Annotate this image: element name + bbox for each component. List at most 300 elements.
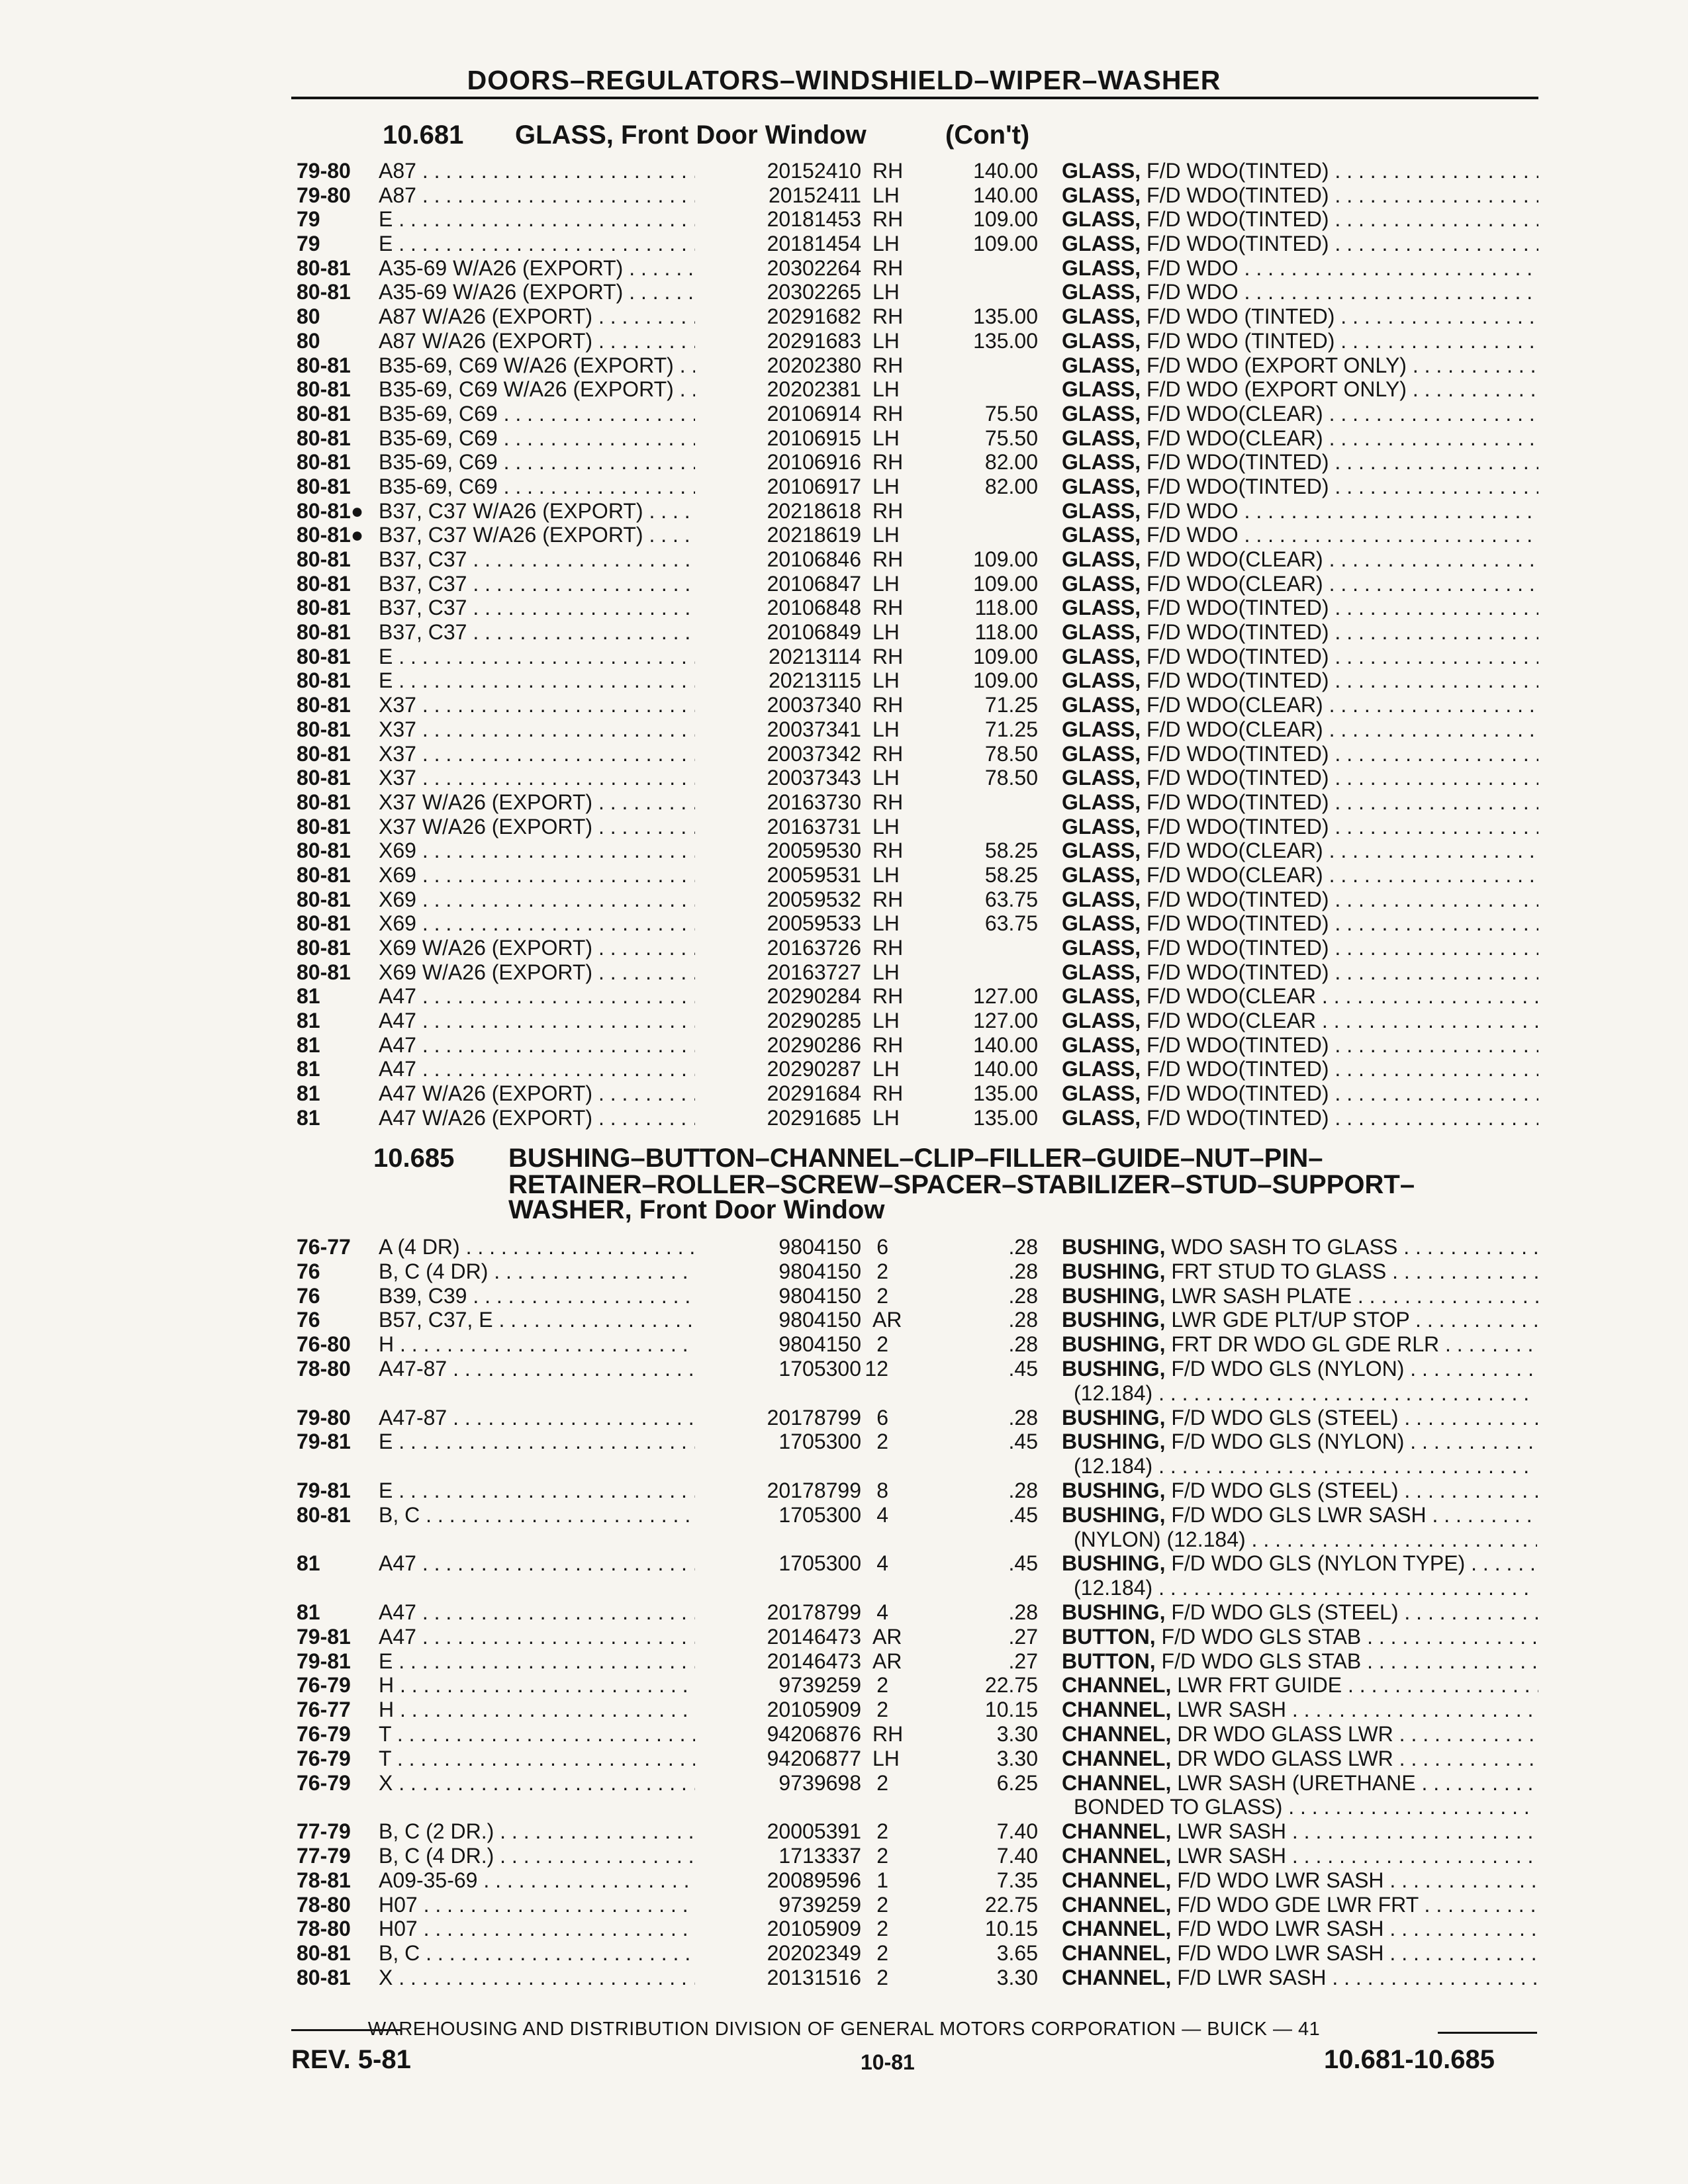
model-cell: X69 . . . [379, 911, 736, 936]
description-cell [1062, 280, 1538, 304]
description-cell [1062, 256, 1538, 281]
year-cell: 76-80 [297, 1332, 351, 1357]
quantity-cell: 2 [876, 1332, 888, 1357]
year-cell: 76-79 [297, 1746, 351, 1770]
price-cell: 140.00 [973, 159, 1038, 183]
table-row [0, 232, 1688, 256]
table-row [0, 1551, 1688, 1600]
description-text: LWR SASH PLATE [1165, 1283, 1352, 1308]
model-cell: A47 . . . [379, 1551, 736, 1576]
table-row [0, 402, 1688, 426]
price-cell: 10.15 [984, 1698, 1038, 1722]
description-cell [1062, 839, 1538, 863]
year-cell: 79-80 [297, 1405, 351, 1430]
part-number-cell: 20037343 [695, 766, 861, 790]
model-cell: T . . . [379, 1747, 736, 1771]
model-cell: H . . . [379, 1673, 736, 1698]
description-cell [1062, 1406, 1538, 1430]
table-row [0, 1106, 1688, 1130]
quantity-cell: LH [872, 1746, 900, 1770]
description-noun: CHANNEL, [1062, 1819, 1172, 1844]
description-cell [1062, 1259, 1538, 1284]
year-cell: 78-80 [297, 1356, 351, 1381]
model-cell: B, C . . . [379, 1941, 736, 1966]
quantity-cell: 4 [876, 1502, 888, 1527]
table-row [0, 1430, 1688, 1479]
description-text: F/D WDO(TINTED) [1141, 232, 1329, 256]
description-noun: BUSHING, [1062, 1259, 1166, 1283]
part-number-cell: 20106915 [695, 426, 861, 451]
year-cell: 80-81 [297, 668, 351, 693]
model-cell: B37, C37 . . . [379, 620, 736, 645]
table-row [0, 645, 1688, 669]
table-row [0, 1625, 1688, 1649]
model-cell: A47 . . . [379, 1625, 736, 1649]
description-noun: GLASS, [1062, 668, 1141, 693]
table-row [0, 377, 1688, 402]
description-cell [1062, 1009, 1538, 1033]
price-cell: 6.25 [996, 1770, 1038, 1795]
table-row [0, 839, 1688, 863]
part-number-cell: 9804150 [695, 1284, 861, 1308]
year-cell: 79-81 [297, 1478, 351, 1502]
description-noun: GLASS, [1062, 1105, 1141, 1130]
description-noun: CHANNEL, [1062, 1721, 1172, 1746]
price-cell: 78.50 [984, 766, 1038, 790]
description-text: F/D WDO(TINTED) [1141, 911, 1329, 936]
description-cell [1062, 402, 1538, 426]
price-cell: 118.00 [974, 596, 1038, 620]
description-noun: GLASS, [1062, 183, 1141, 207]
model-cell: X37 W/A26 (EXPORT) . . . [379, 790, 736, 815]
description-text: F/D WDO(TINTED) [1141, 1081, 1329, 1106]
quantity-cell: 2 [876, 1673, 888, 1698]
description-text: F/D WDO(CLEAR [1141, 984, 1317, 1009]
quantity-cell: RH [872, 547, 904, 571]
table-row [0, 887, 1688, 912]
model-cell: A35-69 W/A26 (EXPORT) . . . [379, 256, 736, 281]
description-cell [1062, 1917, 1538, 1941]
table-row [0, 1332, 1688, 1357]
model-cell: A87 W/A26 (EXPORT) . . . [379, 329, 736, 353]
date-code: 10-81 [861, 2050, 915, 2074]
part-number-cell: 20106917 [695, 475, 861, 499]
price-cell: 7.40 [996, 1819, 1038, 1844]
description-text: LWR FRT GUIDE [1171, 1673, 1342, 1698]
model-cell: B, C (4 DR) . . . [379, 1259, 736, 1284]
model-cell: A47-87 . . . [379, 1357, 736, 1381]
quantity-cell: 2 [876, 1892, 888, 1917]
year-cell: 81 [297, 984, 320, 1009]
table-row [0, 426, 1688, 451]
part-number-cell: 20089596 [695, 1868, 861, 1893]
part-number-cell: 20178799 [695, 1600, 861, 1625]
part-number-cell: 20163726 [695, 936, 861, 960]
description-text: F/D WDO(TINTED) [1141, 766, 1329, 790]
quantity-cell: 2 [876, 1283, 888, 1308]
description-cell [1062, 790, 1538, 815]
description-cell [1062, 1284, 1538, 1308]
description-noun: CHANNEL, [1062, 1770, 1172, 1795]
table-row [0, 1941, 1688, 1966]
price-cell: 140.00 [973, 1057, 1038, 1081]
description-noun: CHANNEL, [1062, 1746, 1172, 1770]
description-cell [1062, 766, 1538, 790]
price-cell: 135.00 [973, 1105, 1038, 1130]
description-noun: CHANNEL, [1062, 1843, 1172, 1868]
model-cell: B37, C37 . . . [379, 596, 736, 620]
quantity-cell: RH [872, 1032, 904, 1057]
description-cell [1062, 523, 1538, 547]
part-number-cell: 20163727 [695, 960, 861, 985]
quantity-cell: 2 [876, 1259, 888, 1283]
year-cell: 78-80 [297, 1917, 351, 1941]
description-noun: GLASS, [1062, 1081, 1141, 1106]
table-row [0, 742, 1688, 766]
table-row [0, 1308, 1688, 1332]
year-cell: 80-81 [297, 814, 351, 839]
description-cell [1062, 742, 1538, 766]
price-cell: .28 [1008, 1600, 1038, 1624]
model-cell: B39, C39 . . . [379, 1284, 736, 1308]
part-number-cell: 20146473 [695, 1625, 861, 1649]
description-cell [1062, 1081, 1538, 1106]
description-text: F/D WDO(TINTED) [1141, 183, 1329, 207]
model-cell: B35-69, C69 W/A26 (EXPORT) . . . [379, 353, 736, 378]
table-row [0, 1406, 1688, 1430]
part-number-cell: 20037340 [695, 693, 861, 717]
continued-label: (Con't) [945, 120, 1030, 150]
year-cell: 81 [297, 1551, 320, 1576]
description-cell [1062, 863, 1538, 887]
part-number-cell: 20290286 [695, 1033, 861, 1058]
quantity-cell: 4 [876, 1600, 888, 1624]
price-cell: 71.25 [984, 693, 1038, 717]
description-noun: CHANNEL, [1062, 1941, 1172, 1966]
description-noun: GLASS, [1062, 232, 1141, 256]
description-noun: GLASS, [1062, 571, 1141, 596]
description-text: DR WDO GLASS LWR [1171, 1746, 1393, 1770]
table-row [0, 1357, 1688, 1406]
year-cell: 80-81 [297, 936, 351, 960]
year-cell: 80-81 [297, 644, 351, 668]
description-cell [1062, 1893, 1538, 1917]
description-cell [1062, 159, 1538, 183]
year-cell: 80-81 [297, 766, 351, 790]
model-cell: B35-69, C69 . . . [379, 450, 736, 475]
description-noun: GLASS, [1062, 790, 1141, 814]
price-cell: 3.65 [996, 1941, 1038, 1966]
description-cell [1062, 1722, 1538, 1747]
description-cell [1062, 1106, 1538, 1130]
part-number-cell: 9804150 [695, 1235, 861, 1259]
table-row [0, 620, 1688, 645]
year-cell: 80-81 [297, 960, 351, 984]
year-cell: 76 [297, 1283, 320, 1308]
quantity-cell: LH [872, 717, 900, 741]
year-cell: 80-81 [297, 450, 351, 475]
price-cell: 109.00 [973, 644, 1038, 668]
quantity-cell: LH [872, 183, 900, 207]
table-row [0, 790, 1688, 815]
part-number-cell: 20290287 [695, 1057, 861, 1081]
year-cell: 77-79 [297, 1819, 351, 1844]
quantity-cell: LH [872, 766, 900, 790]
quantity-cell: 2 [876, 1965, 888, 1989]
quantity-cell: 12 [865, 1356, 888, 1381]
model-cell: B57, C37, E . . . [379, 1308, 736, 1332]
table-row [0, 1747, 1688, 1771]
quantity-cell: 2 [876, 1430, 888, 1454]
model-cell: B35-69, C69 . . . [379, 426, 736, 451]
part-number-cell: 20059532 [695, 887, 861, 912]
year-cell: 76 [297, 1259, 320, 1283]
description-cell [1062, 1057, 1538, 1081]
model-cell: A35-69 W/A26 (EXPORT) . . . [379, 280, 736, 304]
description-cell [1062, 1625, 1538, 1649]
price-cell: .45 [1008, 1502, 1038, 1527]
description-text: F/D WDO(TINTED) [1141, 644, 1329, 668]
table-row [0, 1722, 1688, 1747]
description-text: LWR SASH [1171, 1819, 1286, 1844]
model-cell: H07 . . . [379, 1893, 736, 1917]
description-text: F/D WDO(CLEAR) [1141, 717, 1323, 741]
year-cell: 80-81 [297, 887, 351, 911]
year-cell: 79-80 [297, 159, 351, 183]
description-cell [1062, 911, 1538, 936]
part-number-cell: 20178799 [695, 1479, 861, 1503]
page-range: 10.681-10.685 [1324, 2045, 1495, 2074]
description-cell [1062, 887, 1538, 912]
price-cell: .28 [1008, 1235, 1038, 1259]
price-cell: .45 [1008, 1430, 1038, 1454]
price-cell: .28 [1008, 1405, 1038, 1430]
table-row [0, 1081, 1688, 1106]
quantity-cell: RH [872, 401, 904, 426]
description-cell [1062, 1747, 1538, 1771]
price-cell: 10.15 [984, 1917, 1038, 1941]
model-cell: A47 . . . [379, 1057, 736, 1081]
table-row [0, 668, 1688, 693]
description-cell [1062, 1308, 1538, 1332]
year-cell: 80-81 [297, 474, 351, 498]
year-cell: 76-79 [297, 1673, 351, 1698]
year-cell: 81 [297, 1032, 320, 1057]
description-noun: GLASS, [1062, 474, 1141, 498]
quantity-cell: RH [872, 693, 904, 717]
table-row [0, 1009, 1688, 1033]
table-row [0, 207, 1688, 232]
model-cell: X37 . . . [379, 766, 736, 790]
model-cell: E . . . [379, 207, 736, 232]
part-number-cell: 20131516 [695, 1966, 861, 1990]
price-cell: 63.75 [984, 887, 1038, 911]
quantity-cell: RH [872, 304, 904, 329]
description-noun: GLASS, [1062, 717, 1141, 741]
year-cell: 80-81 [297, 280, 351, 304]
quantity-cell: RH [872, 644, 904, 668]
price-cell: 135.00 [973, 304, 1038, 329]
model-cell: B37, C37 W/A26 (EXPORT) . . . [379, 523, 736, 547]
description-noun: BUSHING, [1062, 1235, 1166, 1259]
year-cell: 80-81● [297, 498, 364, 523]
model-cell: X37 W/A26 (EXPORT) . . . [379, 815, 736, 839]
table-row [0, 183, 1688, 208]
model-cell: B37, C37 . . . [379, 572, 736, 596]
model-cell: A87 . . . [379, 159, 736, 183]
table-row [0, 717, 1688, 742]
glass-parts-list [0, 159, 1688, 1130]
description-cell [1062, 304, 1538, 329]
description-text: F/D WDO(CLEAR) [1141, 693, 1323, 717]
part-number-cell: 9739698 [695, 1771, 861, 1796]
description-text: F/D WDO(TINTED) [1141, 1032, 1329, 1057]
table-row [0, 1966, 1688, 1990]
year-cell: 78-80 [297, 1892, 351, 1917]
table-row [0, 1259, 1688, 1284]
price-cell: 63.75 [984, 911, 1038, 936]
quantity-cell: RH [872, 936, 904, 960]
year-cell: 76-79 [297, 1721, 351, 1746]
description-cell [1062, 572, 1538, 596]
description-cell [1062, 1941, 1538, 1966]
revision: REV. 5-81 [291, 2045, 411, 2074]
model-cell: B35-69, C69 W/A26 (EXPORT) . . . [379, 377, 736, 402]
price-cell: 3.30 [996, 1721, 1038, 1746]
quantity-cell: LH [872, 862, 900, 887]
price-cell: 3.30 [996, 1746, 1038, 1770]
model-cell: X69 W/A26 (EXPORT) . . . [379, 936, 736, 960]
quantity-cell: LH [872, 1057, 900, 1081]
year-cell: 76-79 [297, 1770, 351, 1795]
description-noun: GLASS, [1062, 693, 1141, 717]
description-text: F/D WDO(CLEAR) [1141, 862, 1323, 887]
description-cell [1062, 1033, 1538, 1058]
quantity-cell: LH [872, 280, 900, 304]
year-cell: 81 [297, 1600, 320, 1624]
description-noun: GLASS, [1062, 644, 1141, 668]
year-cell: 80-81 [297, 862, 351, 887]
table-row [0, 766, 1688, 790]
part-number-cell: 20105909 [695, 1698, 861, 1722]
quantity-cell: AR [872, 1308, 902, 1332]
quantity-cell: 6 [876, 1235, 888, 1259]
description-cell [1062, 1771, 1538, 1796]
year-cell: 80-81 [297, 1965, 351, 1989]
description-text: FRT DR WDO GL GDE RLR [1165, 1332, 1440, 1357]
price-cell: 82.00 [984, 474, 1038, 498]
description-text: F/D WDO GLS (STEEL) [1165, 1405, 1399, 1430]
description-noun: GLASS, [1062, 1057, 1141, 1081]
description-text: F/D WDO [1141, 255, 1239, 280]
quantity-cell: LH [872, 1105, 900, 1130]
description-continuation: (NYLON) (12.184) . . . [1074, 1527, 1537, 1552]
table-row [0, 1284, 1688, 1308]
part-number-cell: 20291684 [695, 1081, 861, 1106]
price-cell: 135.00 [973, 1081, 1038, 1106]
description-text: F/D WDO(TINTED) [1141, 207, 1329, 232]
description-text: F/D WDO GLS LWR SASH [1165, 1502, 1427, 1527]
year-cell: 79-81 [297, 1430, 351, 1454]
description-continuation: (12.184) . . . [1074, 1381, 1537, 1406]
quantity-cell: 2 [876, 1770, 888, 1795]
part-number-cell: 20106914 [695, 402, 861, 426]
year-cell: 80-81 [297, 911, 351, 936]
description-cell [1062, 232, 1538, 256]
model-cell: E . . . [379, 645, 736, 669]
part-number-cell: 20146473 [695, 1649, 861, 1674]
description-text: F/D WDO(TINTED) [1141, 741, 1329, 766]
model-cell: B35-69, C69 . . . [379, 402, 736, 426]
description-cell [1062, 717, 1538, 742]
table-row [0, 1698, 1688, 1722]
description-noun: GLASS, [1062, 498, 1141, 523]
part-number-cell: 20106847 [695, 572, 861, 596]
description-noun: GLASS, [1062, 862, 1141, 887]
price-cell: .45 [1008, 1551, 1038, 1576]
description-text: F/D WDO GDE LWR FRT [1171, 1892, 1419, 1917]
price-cell: 135.00 [973, 328, 1038, 353]
price-cell: 7.40 [996, 1843, 1038, 1868]
quantity-cell: RH [872, 450, 904, 475]
description-noun: GLASS, [1062, 911, 1141, 936]
table-row [0, 329, 1688, 353]
description-text: F/D WDO GLS STAB [1155, 1649, 1362, 1673]
description-noun: GLASS, [1062, 839, 1141, 863]
quantity-cell: RH [872, 207, 904, 232]
description-cell [1062, 815, 1538, 839]
description-noun: GLASS, [1062, 887, 1141, 911]
year-cell: 81 [297, 1105, 320, 1130]
table-row [0, 304, 1688, 329]
part-number-cell: 1705300 [695, 1357, 861, 1381]
part-number-cell: 20291682 [695, 304, 861, 329]
part-number-cell: 20106849 [695, 620, 861, 645]
description-noun: BUSHING, [1062, 1430, 1166, 1454]
year-cell: 80 [297, 328, 320, 353]
section-number-2: 10.685 [373, 1144, 455, 1173]
description-noun: GLASS, [1062, 741, 1141, 766]
part-number-cell: 20106916 [695, 450, 861, 475]
table-row [0, 523, 1688, 547]
model-cell: A09-35-69 . . . [379, 1868, 736, 1893]
model-cell: X37 . . . [379, 693, 736, 717]
part-number-cell: 20218619 [695, 523, 861, 547]
description-text: F/D WDO(CLEAR) [1141, 839, 1323, 863]
price-cell: 109.00 [973, 232, 1038, 256]
quantity-cell: RH [872, 741, 904, 766]
description-cell [1062, 936, 1538, 960]
table-row [0, 547, 1688, 572]
description-noun: BUSHING, [1062, 1551, 1166, 1576]
price-cell: .28 [1008, 1308, 1038, 1332]
part-number-cell: 1705300 [695, 1551, 861, 1576]
year-cell: 80-81 [297, 547, 351, 571]
price-cell: 22.75 [984, 1892, 1038, 1917]
table-row [0, 1033, 1688, 1058]
quantity-cell: RH [872, 255, 904, 280]
year-cell: 80-81 [297, 1502, 351, 1527]
description-cell [1062, 1551, 1538, 1576]
table-row [0, 1673, 1688, 1698]
description-continuation: BONDED TO GLASS) . . . [1074, 1795, 1537, 1819]
description-noun: GLASS, [1062, 328, 1141, 353]
table-row [0, 693, 1688, 717]
description-text: F/D WDO [1141, 280, 1239, 304]
year-cell: 81 [297, 1009, 320, 1033]
description-text: F/D WDO(TINTED) [1141, 790, 1329, 814]
description-cell [1062, 1600, 1538, 1625]
